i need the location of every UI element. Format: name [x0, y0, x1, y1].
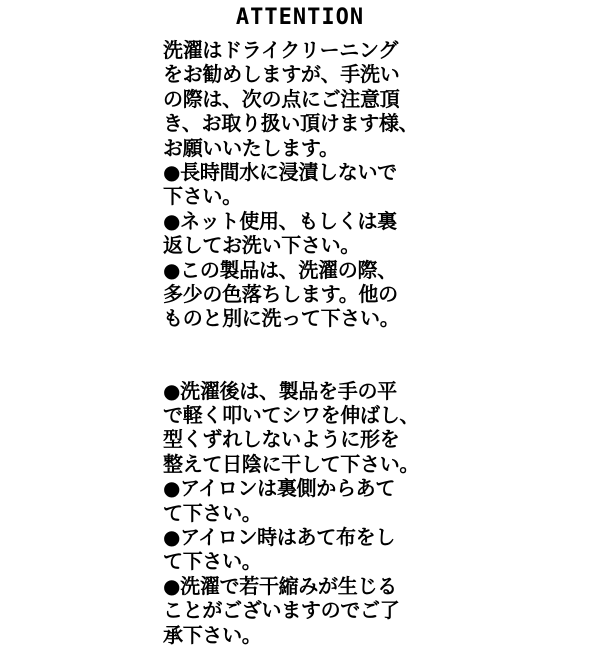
text-line: ●この製品は、洗濯の際、	[163, 257, 397, 282]
care-instructions	[163, 38, 453, 647]
text-line: ●洗濯後は、製品を手の平	[163, 378, 397, 403]
instructions-bottom	[163, 379, 453, 647]
text-line: ●ネット使用、もしくは裏	[163, 208, 397, 233]
text-line: 整えて日陰に干して下さい。	[163, 451, 420, 476]
label-title: ATTENTION	[235, 5, 365, 30]
text-line: 洗濯はドライクリーニング	[163, 38, 398, 62]
text-line: をお勧めしますが、手洗い	[163, 62, 400, 87]
text-line: 多少の色落ちします。他の	[163, 281, 398, 306]
text-line: 返してお洗い下さい。	[163, 233, 360, 258]
text-line: ●洗濯で若干縮みが生じる	[163, 573, 397, 598]
text-line: ●長時間水に浸漬しないで	[163, 159, 397, 184]
instructions-top	[163, 38, 453, 331]
text-line: お願いいたします。	[163, 135, 339, 160]
text-line: き、お取り扱い頂けます様、	[163, 111, 419, 136]
text-line: て下さい。	[163, 500, 262, 525]
text-line: 型くずれしないように形を	[163, 427, 400, 452]
text-line: て下さい。	[163, 549, 262, 574]
text-line: ●アイロン時はあて布をし	[163, 525, 396, 550]
text-line: ●アイロンは裏側からあて	[163, 476, 396, 501]
text-line: 下さい。	[163, 184, 242, 209]
paragraph-gap	[163, 331, 453, 379]
text-line: ものと別に洗って下さい。	[163, 306, 400, 331]
text-line: で軽く叩いてシワを伸ばし、	[163, 403, 420, 428]
text-line: ことがございますのでご了	[163, 598, 400, 623]
text-line: 承下さい。	[163, 622, 262, 647]
text-line: の際は、次の点にご注意頂	[163, 86, 400, 111]
